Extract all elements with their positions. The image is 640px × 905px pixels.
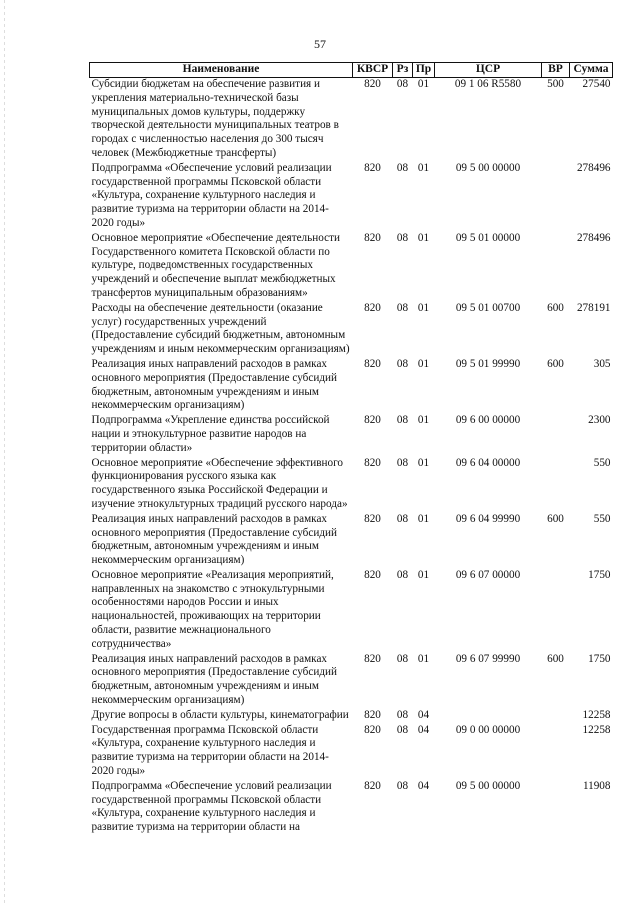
row-name: Реализация иных направлений расходов в рамках основного мероприятия (Предоставление субсидий бюджетным, автономным учреждениям и иным некоммерческим организациям) [91, 357, 337, 412]
row-sum: 2300 [588, 414, 611, 427]
row-kvsr: 820 [364, 652, 381, 665]
row-vr [542, 414, 570, 456]
row-vr: 600 [547, 301, 564, 314]
row-csr: 09 6 04 00000 [455, 456, 521, 469]
row-pr: 01 [417, 357, 430, 370]
row-csr: 09 6 07 99990 [455, 652, 521, 665]
row-vr: 600 [547, 512, 564, 525]
row-pr: 01 [417, 456, 430, 469]
header-kvsr: КВСР [353, 63, 393, 78]
row-csr: 09 5 01 99990 [455, 357, 521, 370]
row-kvsr: 820 [364, 568, 381, 581]
row-vr [542, 457, 570, 513]
row-csr: 09 5 00 00000 [455, 161, 521, 174]
row-rz: 08 [396, 414, 409, 427]
header-name: Наименование [90, 63, 353, 78]
row-csr [435, 709, 542, 724]
table-row [90, 653, 613, 709]
row-vr [542, 724, 570, 780]
row-vr [542, 162, 570, 232]
row-rz: 08 [396, 723, 409, 736]
row-pr: 01 [417, 161, 430, 174]
table-row [90, 709, 613, 724]
table-row [90, 358, 613, 414]
row-name: Другие вопросы в области культуры, кинематографии [91, 708, 349, 721]
row-vr: 600 [547, 357, 564, 370]
row-sum: 278496 [576, 231, 611, 244]
row-rz: 08 [396, 456, 409, 469]
row-kvsr: 820 [364, 708, 381, 721]
row-csr: 09 6 07 00000 [455, 568, 521, 581]
row-sum: 305 [593, 357, 611, 370]
table-row [90, 302, 613, 358]
row-vr [542, 709, 570, 724]
row-kvsr: 820 [364, 161, 381, 174]
row-pr: 01 [417, 414, 430, 427]
table-row [90, 569, 613, 653]
scan-margin-line [4, 0, 5, 905]
row-name: Подпрограмма «Обеспечение условий реализации государственной программы Псковской области «Культура, сохранение культурного наследия и развитие туризма на территории области на 2014-2020 годы» [91, 161, 332, 229]
row-csr: 09 5 01 00700 [455, 301, 521, 314]
row-pr: 01 [417, 231, 430, 244]
row-kvsr: 820 [364, 231, 381, 244]
row-sum: 278496 [576, 161, 611, 174]
row-kvsr: 820 [364, 78, 381, 90]
row-sum: 11908 [582, 779, 611, 792]
row-csr: 09 6 00 00000 [455, 414, 521, 427]
row-vr [542, 232, 570, 302]
row-name: Реализация иных направлений расходов в рамках основного мероприятия (Предоставление субсидий бюджетным, автономным учреждениям и иным некоммерческим организациям) [91, 512, 337, 567]
row-pr: 04 [417, 708, 430, 721]
row-rz: 08 [396, 512, 409, 525]
row-rz: 08 [396, 652, 409, 665]
row-pr: 01 [417, 512, 430, 525]
row-rz: 08 [396, 231, 409, 244]
row-sum: 550 [593, 512, 611, 525]
table-row [90, 162, 613, 232]
table-body [90, 78, 613, 837]
table-row [90, 513, 613, 569]
row-pr: 04 [417, 779, 430, 792]
row-name: Основное мероприятие «Реализация мероприятий, направленных на знакомство с этнокультурными особенностями народов России и иных национальностей, проживающих на территории области, развитие межнационального сотрудничества» [91, 568, 334, 650]
row-csr: 09 5 01 00000 [455, 231, 521, 244]
header-pr: Пр [413, 63, 435, 78]
row-rz: 08 [396, 78, 409, 90]
row-vr: 600 [547, 652, 564, 665]
table-row [90, 457, 613, 513]
row-rz: 08 [396, 708, 409, 721]
table-row [90, 78, 613, 162]
row-vr: 500 [547, 78, 564, 90]
header-vr: ВР [542, 63, 570, 78]
row-name: Основное мероприятие «Обеспечение деятельности Государственного комитета Псковской области по культуре, подведомственных государственных учреждений и обеспечение выплат межбюджетных трансфертов муниципальным образованиям» [91, 231, 340, 299]
table-row [90, 414, 613, 456]
row-pr: 01 [417, 568, 430, 581]
row-rz: 08 [396, 357, 409, 370]
row-vr [542, 780, 570, 836]
page-number: 57 [314, 37, 326, 51]
row-sum: 278191 [576, 301, 611, 314]
row-kvsr: 820 [364, 357, 381, 370]
row-csr: 09 5 00 00000 [455, 779, 521, 792]
row-kvsr: 820 [364, 723, 381, 736]
row-sum: 550 [593, 456, 611, 469]
row-name: Подпрограмма «Укрепление единства российской нации и этнокультурное развитие народов на территории области» [91, 414, 330, 454]
row-pr: 04 [417, 723, 430, 736]
header-rz: Рз [393, 63, 413, 78]
row-csr: 09 6 04 99990 [455, 512, 521, 525]
row-kvsr: 820 [364, 512, 381, 525]
table-header [90, 63, 613, 78]
row-rz: 08 [396, 301, 409, 314]
row-sum: 1750 [588, 568, 611, 581]
row-kvsr: 820 [364, 456, 381, 469]
row-name: Субсидии бюджетам на обеспечение развития и укрепления материально-технической базы муниципальных домов культуры, поддержку творческой деятельности муниципальных театров в городах с численностью населения до 300 тысяч человек (Межбюджетные трансферты) [91, 78, 339, 159]
row-sum: 27540 [582, 78, 611, 90]
row-sum: 12258 [582, 708, 611, 721]
row-csr: 09 0 00 00000 [455, 723, 521, 736]
table-row [90, 780, 613, 836]
row-sum: 12258 [582, 723, 611, 736]
row-vr [542, 569, 570, 653]
header-row [90, 63, 613, 78]
row-pr: 01 [417, 652, 430, 665]
row-name: Реализация иных направлений расходов в рамках основного мероприятия (Предоставление субсидий бюджетным, автономным учреждениям и иным некоммерческим организациям) [91, 652, 337, 707]
table-row [90, 724, 613, 780]
header-csr: ЦСР [435, 63, 542, 78]
row-pr: 01 [417, 78, 430, 90]
row-name: Подпрограмма «Обеспечение условий реализации государственной программы Псковской области «Культура, сохранение культурного наследия и развитие туризма на территории области на [91, 779, 332, 834]
row-kvsr: 820 [364, 779, 381, 792]
row-csr: 09 1 06 R5580 [454, 78, 522, 90]
row-rz: 08 [396, 568, 409, 581]
row-kvsr: 820 [364, 414, 381, 427]
row-name: Государственная программа Псковской области «Культура, сохранение культурного наследия и развитие туризма на территории области на 2014-2020 годы» [91, 723, 329, 778]
row-rz: 08 [396, 779, 409, 792]
row-name: Расходы на обеспечение деятельности (оказание услуг) государственных учреждений (Предоставление субсидий бюджетным, автономным учреждениям и иным некоммерческим организациям) [91, 301, 350, 356]
row-rz: 08 [396, 161, 409, 174]
budget-table [89, 62, 613, 836]
header-sum: Сумма [570, 63, 613, 78]
row-sum: 1750 [588, 652, 611, 665]
table-row [90, 232, 613, 302]
row-pr: 01 [417, 301, 430, 314]
row-name: Основное мероприятие «Обеспечение эффективного функционирования русского языка как государственного языка Российской Федерации и изучение этнокультурных традиций русского народа» [91, 456, 348, 510]
row-kvsr: 820 [364, 301, 381, 314]
